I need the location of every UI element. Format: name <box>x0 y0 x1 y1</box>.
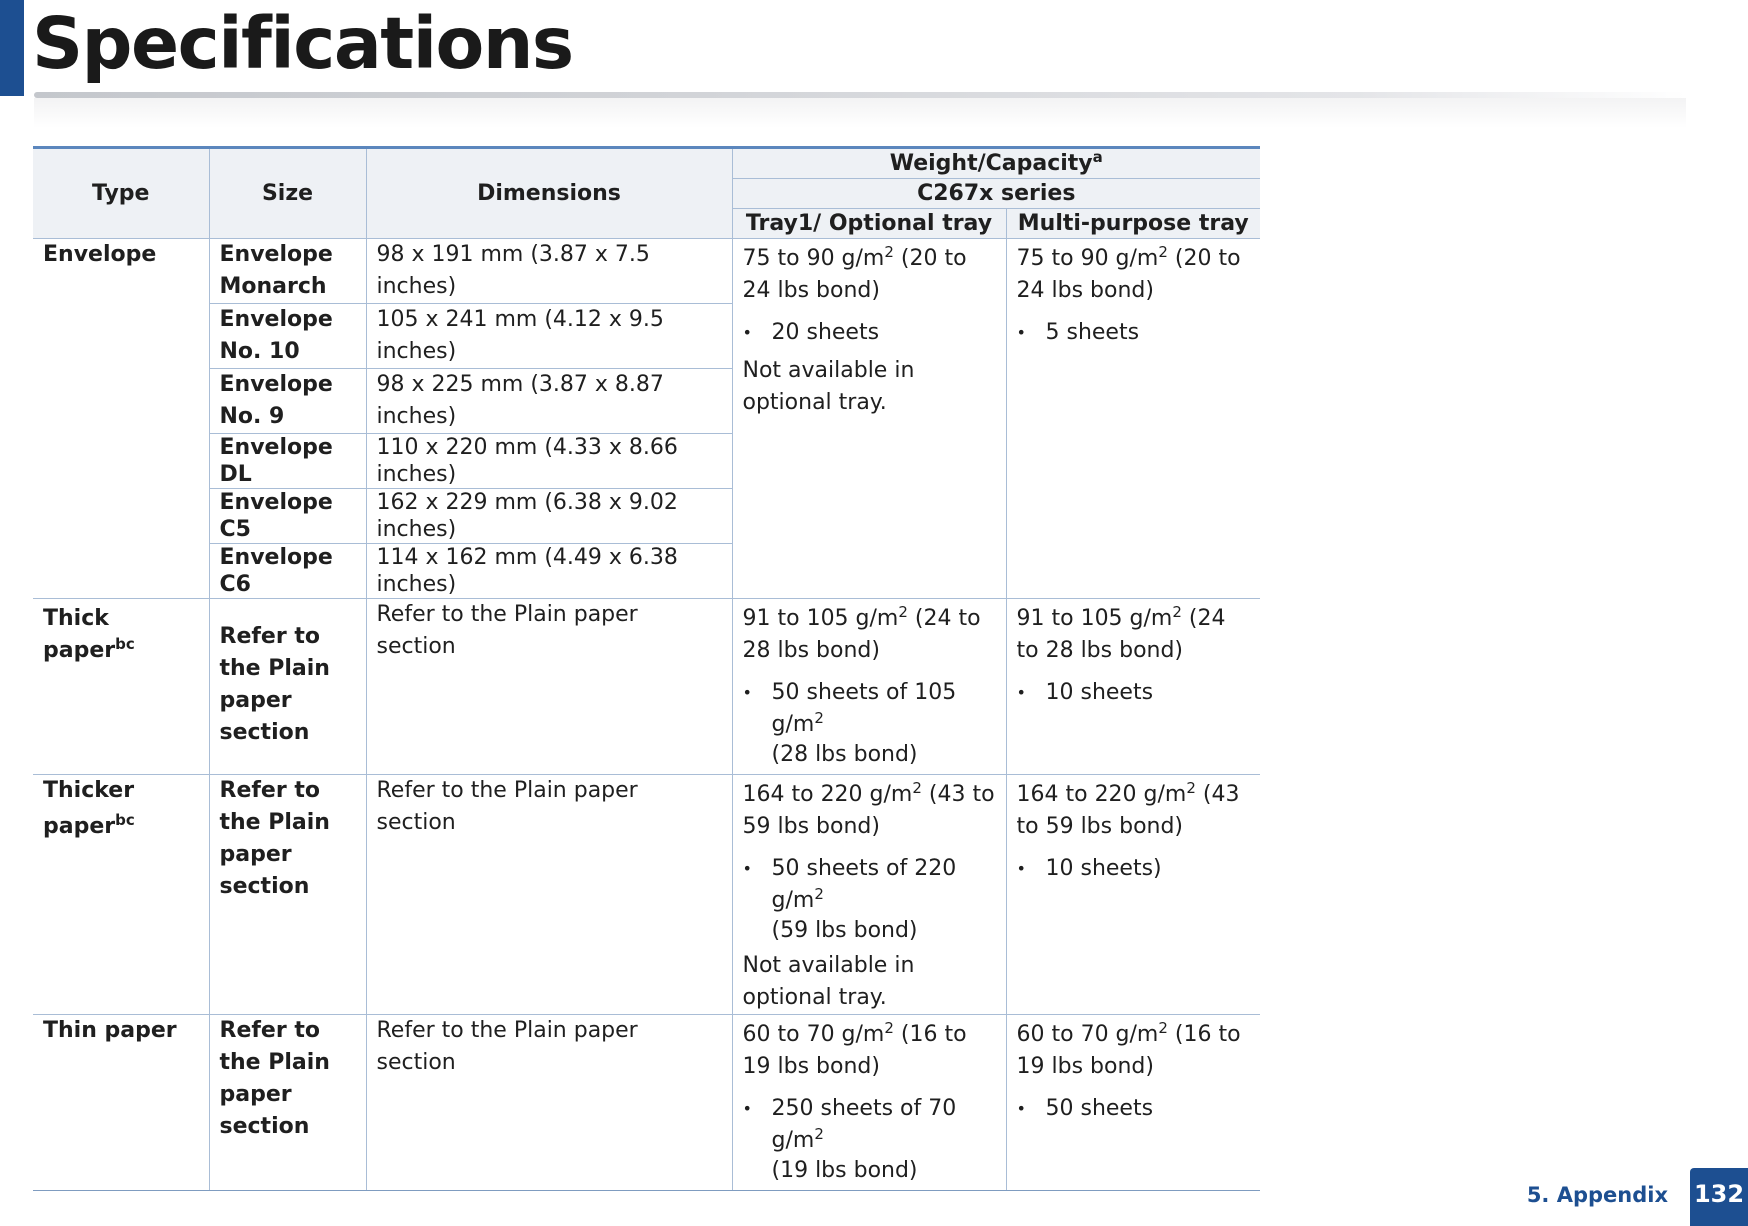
dimensions-cell: Refer to the Plain paper section <box>366 1015 732 1191</box>
bullet-item: • 250 sheets of 70 $g/m^2$ (19 lbs bond) <box>742 1096 957 1183</box>
dimensions-cell: 98 x 225 mm (3.87 x 8.87 inches) <box>366 369 732 434</box>
size-cell: Envelope C6 <box>209 544 366 599</box>
header-weight-capacity: Weight/Capacity$^a$ <box>732 148 1260 179</box>
dimensions-cell: 114 x 162 mm (4.49 x 6.38 inches) <box>366 544 732 599</box>
table-row <box>33 239 1260 304</box>
bullet-item: • 50 sheets of 220 $g/m^2$ (59 lbs bond) <box>742 856 957 943</box>
size-cell: Refer to the Plain paper section <box>209 775 366 1015</box>
page-number: 132 <box>1690 1168 1748 1226</box>
thicker-mp-weight: 164 to 220 $g/m^2$ (43 to 59 lbs bond) • 10 sheets) <box>1006 775 1260 1015</box>
title-shadow <box>34 98 1686 128</box>
header-mp-tray: Multi-purpose tray <box>1006 209 1260 239</box>
dimensions-cell: 162 x 229 mm (6.38 x 9.02 inches) <box>366 489 732 544</box>
bullet-item: • 50 sheets <box>1016 1096 1154 1121</box>
thin-mp-weight: 60 to 70 $g/m^2$ (16 to 19 lbs bond) • 50 sheets <box>1006 1015 1260 1191</box>
section-label: 5. Appendix <box>1526 1183 1668 1207</box>
size-cell: Envelope Monarch <box>209 239 366 304</box>
header-accent-bar <box>0 0 24 96</box>
header-series: C267x series <box>732 179 1260 209</box>
header-tray1: Tray1/ Optional tray <box>732 209 1006 239</box>
size-cell: Envelope No. 10 <box>209 304 366 369</box>
bullet-item: • 50 sheets of 105 $g/m^2$ (28 lbs bond) <box>742 680 957 767</box>
envelope-tray1-weight: 75 to 90 $g/m^2$ (20 to 24 lbs bond) • 20 sheets Not available in optional tray. <box>732 239 1006 599</box>
thick-tray1-weight: 91 to 105 $g/m^2$ (24 to 28 lbs bond) • 50 sheets of 105 $g/m^2$ (28 lbs bond) <box>732 599 1006 775</box>
envelope-mp-weight: 75 to 90 $g/m^2$ (20 to 24 lbs bond) • 5 sheets <box>1006 239 1260 599</box>
dimensions-cell: 105 x 241 mm (4.12 x 9.5 inches) <box>366 304 732 369</box>
size-cell: Refer to the Plain paper section <box>209 1015 366 1191</box>
header-size: Size <box>209 148 366 239</box>
dimensions-cell: 98 x 191 mm (3.87 x 7.5 inches) <box>366 239 732 304</box>
note-text: Not available in optional tray. <box>742 358 915 415</box>
size-cell: Envelope No. 9 <box>209 369 366 434</box>
dimensions-cell: Refer to the Plain paper section <box>366 599 732 775</box>
type-thin-paper: Thin paper <box>33 1015 209 1191</box>
thick-mp-weight: 91 to 105 $g/m^2$ (24 to 28 lbs bond) • 10 sheets <box>1006 599 1260 775</box>
type-thick-paper: Thick paper$^{bc}$ <box>33 599 209 775</box>
type-thicker-paper: Thicker paper$^{bc}$ <box>33 775 209 1015</box>
size-cell: Envelope C5 <box>209 489 366 544</box>
table-row <box>33 599 1260 775</box>
specifications-table <box>33 146 1260 1191</box>
page-title: Specifications <box>32 2 573 85</box>
dimensions-cell: Refer to the Plain paper section <box>366 775 732 1015</box>
dimensions-cell: 110 x 220 mm (4.33 x 8.66 inches) <box>366 434 732 489</box>
type-envelope: Envelope <box>33 239 209 599</box>
size-cell: Refer to the Plain paper section <box>209 599 366 775</box>
bullet-item: • 10 sheets) <box>1016 856 1162 881</box>
table-row <box>33 775 1260 1015</box>
size-cell: Envelope DL <box>209 434 366 489</box>
thicker-tray1-weight: 164 to 220 $g/m^2$ (43 to 59 lbs bond) • 50 sheets of 220 $g/m^2$ (59 lbs bond) Not available in optional tray. <box>732 775 1006 1015</box>
bullet-item: • 20 sheets <box>742 320 880 345</box>
header-dimensions: Dimensions <box>366 148 732 239</box>
table-row <box>33 1015 1260 1191</box>
bullet-item: • 10 sheets <box>1016 680 1154 705</box>
bullet-item: • 5 sheets <box>1016 320 1140 345</box>
footnote-a: a <box>1092 148 1103 166</box>
note-text: Not available in optional tray. <box>742 953 915 1010</box>
thin-tray1-weight: 60 to 70 $g/m^2$ (16 to 19 lbs bond) • 250 sheets of 70 $g/m^2$ (19 lbs bond) <box>732 1015 1006 1191</box>
header-type: Type <box>33 148 209 239</box>
